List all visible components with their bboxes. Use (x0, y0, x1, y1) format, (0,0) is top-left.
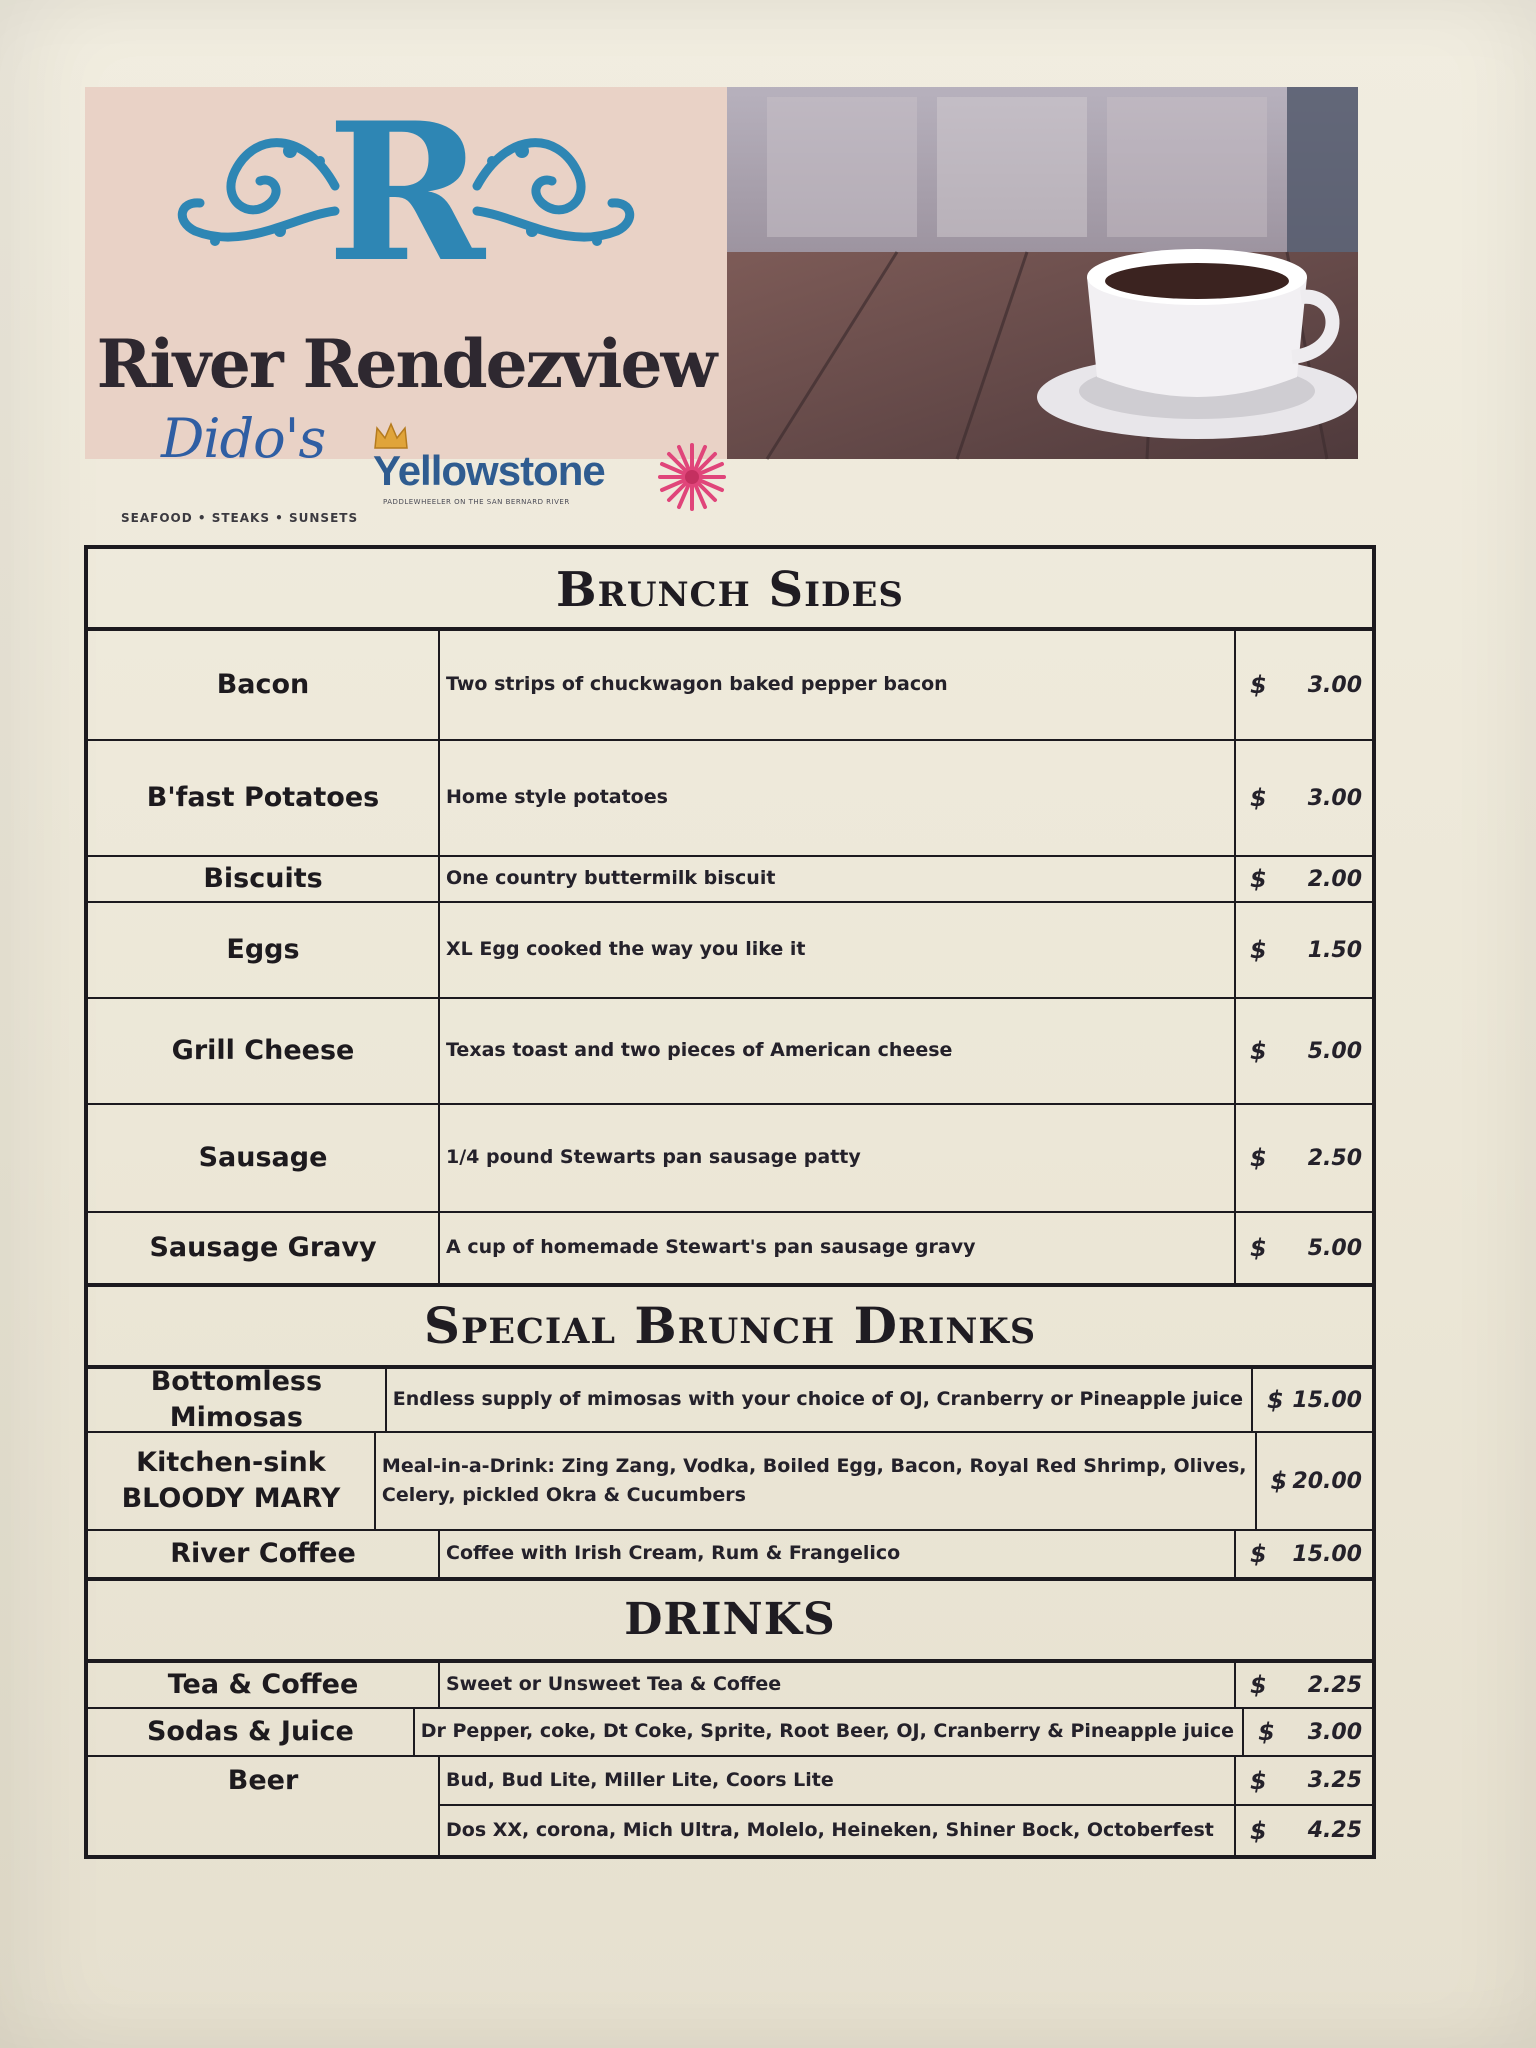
item-price (1236, 903, 1372, 997)
item-name: Tea & Coffee (88, 1663, 440, 1707)
item-price (1257, 1433, 1373, 1529)
price-value: 15.00 (1292, 1387, 1362, 1413)
menu-row (88, 1663, 1372, 1709)
price-value: 5.00 (1307, 1235, 1362, 1261)
item-price (1236, 1531, 1372, 1577)
yellowstone-tagline: PADDLEWHEELER ON THE SAN BERNARD RIVER (383, 498, 570, 506)
item-name: Eggs (88, 903, 440, 997)
item-description: Dos XX, corona, Mich Ultra, Molelo, Heineken, Shiner Bock, Octoberfest (440, 1806, 1236, 1855)
item-description-line1: Meal-in-a-Drink: Zing Zang, Vodka, Boiled Egg, Bacon, Royal Red Shrimp, Olives, (381, 1454, 1247, 1477)
beer-options (440, 1757, 1372, 1855)
price-value: 3.00 (1307, 785, 1362, 811)
price-value: 3.00 (1307, 1719, 1362, 1745)
currency-symbol: $ (1250, 1671, 1267, 1699)
item-description: XL Egg cooked the way you like it (440, 903, 1236, 997)
section-title-brunch-sides: Brunch Sides (84, 545, 1376, 631)
price-value: 20.00 (1292, 1468, 1362, 1494)
item-description: Home style potatoes (440, 741, 1236, 855)
currency-symbol: $ (1250, 1037, 1267, 1065)
menu-row (88, 1365, 1372, 1433)
currency-symbol: $ (1250, 1766, 1267, 1795)
menu-row (88, 903, 1372, 999)
price-value: 2.25 (1307, 1672, 1362, 1698)
item-name: Sausage Gravy (88, 1213, 440, 1283)
price-value: 15.00 (1292, 1541, 1362, 1567)
brunch-sides-list (84, 631, 1376, 1287)
item-name: River Coffee (88, 1531, 440, 1577)
didos-logo-text: Dido's (161, 407, 326, 470)
item-description: Bud, Bud Lite, Miller Lite, Coors Lite (440, 1757, 1236, 1804)
special-brunch-drinks-list (84, 1365, 1376, 1581)
item-price (1236, 1806, 1372, 1855)
menu-row (440, 1806, 1372, 1855)
price-value: 2.00 (1307, 866, 1362, 892)
price-value: 3.25 (1307, 1768, 1362, 1793)
currency-symbol: $ (1267, 1386, 1284, 1414)
item-name: B'fast Potatoes (88, 741, 440, 855)
menu-row (88, 857, 1372, 903)
logo-initial: R (327, 81, 485, 304)
item-description: 1/4 pound Stewarts pan sausage patty (440, 1105, 1236, 1211)
beer-group (88, 1757, 1372, 1855)
item-price (1236, 857, 1372, 901)
menu-row (88, 1433, 1372, 1531)
didos-tagline: SEAFOOD • STEAKS • SUNSETS (121, 511, 359, 525)
menu-row (88, 741, 1372, 857)
menu-row (88, 631, 1372, 741)
item-name: Grill Cheese (88, 999, 440, 1103)
item-description: Sweet or Unsweet Tea & Coffee (440, 1663, 1236, 1707)
currency-symbol: $ (1250, 1540, 1267, 1568)
menu-row (88, 999, 1372, 1105)
currency-symbol: $ (1258, 1718, 1275, 1746)
item-name-line2: BLOODY MARY (121, 1483, 341, 1514)
item-name: Sausage (88, 1105, 440, 1211)
item-description: One country buttermilk biscuit (440, 857, 1236, 901)
price-value: 3.00 (1307, 672, 1362, 698)
item-price (1244, 1709, 1372, 1755)
currency-symbol: $ (1250, 784, 1267, 812)
price-value: 2.50 (1307, 1145, 1362, 1171)
currency-symbol: $ (1250, 671, 1267, 699)
item-description: Dr Pepper, coke, Dt Coke, Sprite, Root Beer, OJ, Cranberry & Pineapple juice (415, 1709, 1244, 1755)
item-price (1236, 999, 1372, 1103)
paddlewheel-sun-icon (657, 442, 727, 512)
item-description: A cup of homemade Stewart's pan sausage gravy (440, 1213, 1236, 1283)
coffee-photo (727, 87, 1358, 459)
menu-row (88, 1213, 1372, 1283)
price-value: 1.50 (1307, 937, 1362, 963)
menu-row (88, 1709, 1372, 1757)
item-name: Bottomless Mimosas (88, 1369, 387, 1431)
menu-row (88, 1531, 1372, 1577)
currency-symbol: $ (1250, 1816, 1267, 1845)
section-title-drinks: DRINKS (84, 1581, 1376, 1663)
currency-symbol: $ (1250, 1144, 1267, 1172)
yellowstone-logo-text: Yellowstone (373, 447, 605, 494)
item-name: Biscuits (88, 857, 440, 901)
item-name: Bacon (88, 631, 440, 739)
menu-row (88, 1105, 1372, 1213)
currency-symbol: $ (1270, 1467, 1288, 1495)
price-value: 4.25 (1307, 1818, 1362, 1843)
item-price (1253, 1369, 1372, 1431)
item-price (1236, 631, 1372, 739)
item-price (1236, 1105, 1372, 1211)
item-name: Beer (88, 1757, 440, 1855)
item-price (1236, 1213, 1372, 1283)
drinks-list (84, 1663, 1376, 1859)
crown-icon (373, 422, 409, 450)
menu-row (440, 1757, 1372, 1806)
item-description (376, 1433, 1257, 1529)
item-price (1236, 741, 1372, 855)
item-description-line2: Celery, pickled Okra & Cucumbers (381, 1484, 746, 1506)
currency-symbol: $ (1250, 865, 1267, 893)
section-title-special-brunch-drinks: Special Brunch Drinks (84, 1287, 1376, 1369)
restaurant-logo (85, 81, 727, 525)
item-description: Texas toast and two pieces of American cheese (440, 999, 1236, 1103)
item-name: Sodas & Juice (88, 1709, 415, 1755)
currency-symbol: $ (1250, 1234, 1267, 1262)
item-description: Coffee with Irish Cream, Rum & Frangelico (440, 1531, 1236, 1577)
item-description: Two strips of chuckwagon baked pepper bacon (440, 631, 1236, 739)
currency-symbol: $ (1250, 936, 1267, 964)
item-name-line1: Kitchen-sink (136, 1446, 326, 1478)
restaurant-name: River Rendezview (96, 325, 716, 403)
item-description: Endless supply of mimosas with your choice of OJ, Cranberry or Pineapple juice (387, 1369, 1253, 1431)
coffee-cup-icon (727, 87, 1358, 459)
item-name (88, 1433, 376, 1529)
price-value: 5.00 (1307, 1038, 1362, 1064)
menu-table (84, 545, 1376, 1859)
logo-flourish-icon (85, 81, 727, 304)
item-price (1236, 1663, 1372, 1707)
item-price (1236, 1757, 1372, 1804)
